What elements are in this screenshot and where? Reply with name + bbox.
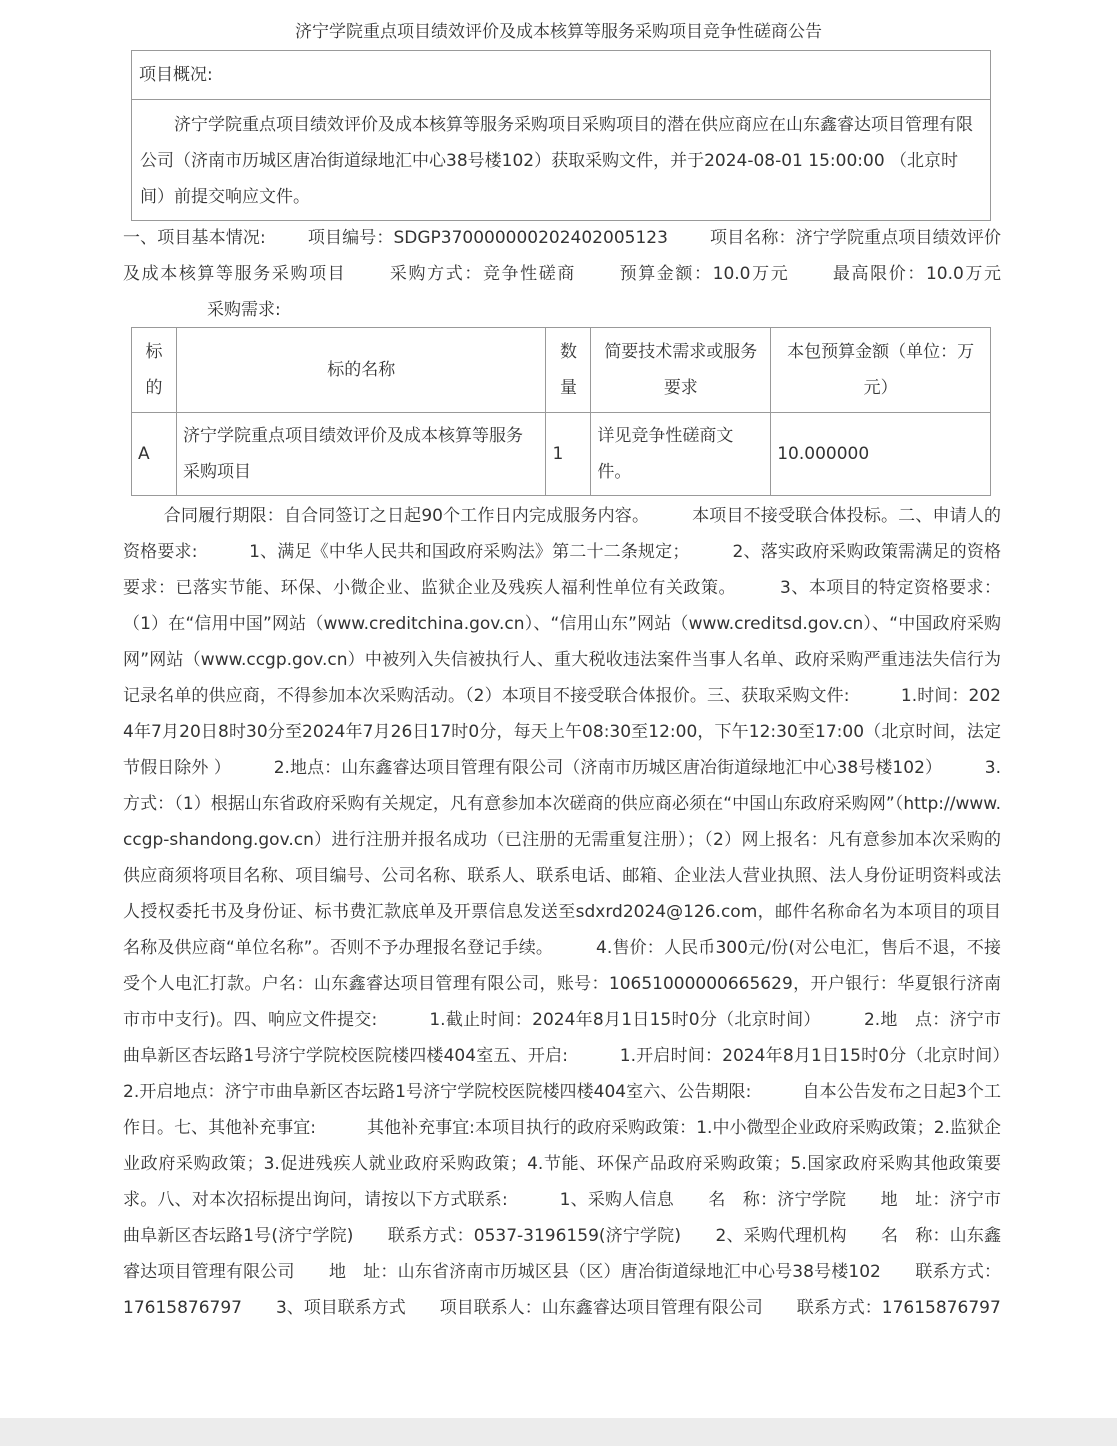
page-bottom-bar (0, 1418, 1117, 1446)
header-cell-budget: 本包预算金额（单位：万元） (771, 328, 991, 413)
cell-requirements: 详见竞争性磋商文件。 (591, 413, 771, 496)
procurement-method: 采购方式：竞争性磋商 (388, 264, 576, 284)
project-name: 项目名称：济宁学院重点项目绩效评价及成本核算等服务采购项目 (123, 228, 1001, 284)
header-cell-id: 标的 (132, 328, 177, 413)
budget-amount: 预算金额：10.0万元 (617, 264, 790, 284)
cell-budget: 10.000000 (771, 413, 991, 496)
header-cell-qty: 数量 (546, 328, 591, 413)
header-cell-name: 标的名称 (176, 328, 545, 413)
cell-name: 济宁学院重点项目绩效评价及成本核算等服务采购项目 (176, 413, 545, 496)
procurement-demand-label: 采购需求: (207, 300, 281, 320)
cell-id: A (132, 413, 177, 496)
procurement-demand-table (131, 327, 991, 496)
overview-heading: 项目概况: (132, 51, 990, 100)
project-overview-box (131, 50, 991, 221)
project-number: 项目编号：SDGP370000000202402005123 (307, 228, 668, 248)
cell-qty: 1 (546, 413, 591, 496)
basic-info-heading: 一、项目基本情况: (123, 228, 266, 248)
announcement-body-text: 合同履行期限：自合同签订之日起90个工作日内完成服务内容。 本项目不接受联合体投标。二、申请人的资格要求: 1、满足《中华人民共和国政府采购法》第二十二条规定； 2、落实政府采购政策需满足的资格要求：已落实节能、环保、小微企业、监狱企业及残疾人福利性单位有关政策。 3、本项目的特定资格要求：（1）在“信用中国”网站（www.creditchina.gov.cn）、“信用山东”网站（www.creditsd.gov.cn）、“中国政府采购网”网站（www.ccgp.gov.cn）中被列入失信被执行人、重大税收违法案件当事人名单、政府采购严重违法失信行为记录名单的供应商，不得参加本次采购活动。（2）本项目不接受联合体报价。三、获取采购文件: 1.时间：2024年7月20日8时30分至2024年7月26日17时0分，每天上午08:30至12:00，下午12:30至17:00（北京时间，法定节假日除外 ） 2.地点：山东鑫睿达项目管理有限公司（济南市历城区唐冶街道绿地汇中心38号楼102） 3.方式：（1）根据山东省政府采购有关规定，凡有意参加本次磋商的供应商必须在“中国山东政府采购网”（http://www.ccgp-shandong.gov.cn）进行注册并报名成功（已注册的无需重复注册）；（2）网上报名：凡有意参加本次采购的供应商须将项目名称、项目编号、公司名称、联系人、联系电话、邮箱、企业法人营业执照、法人身份证明资料或法人授权委托书及身份证、标书费汇款底单及开票信息发送至sdxrd2024@126.com，邮件名称命名为本项目的项目名称及供应商“单位名称”。否则不予办理报名登记手续。 4.售价：人民币300元/份(对公电汇，售后不退，不接受个人电汇打款。户名：山东鑫睿达项目管理有限公司，账号：10651000000665629，开户银行：华夏银行济南市市中支行)。四、响应文件提交: 1.截止时间：2024年8月1日15时0分（北京时间） 2.地 点：济宁市曲阜新区杏坛路1号济宁学院校医院楼四楼404室五、开启: 1.开启时间：2024年8月1日15时0分（北京时间） 2.开启地点：济宁市曲阜新区杏坛路1号济宁学院校医院楼四楼404室六、公告期限: 自本公告发布之日起3个工作日。七、其他补充事宜: 其他补充事宜:本项目执行的政府采购政策：1.中小微型企业政府采购政策；2.监狱企业政府采购政策；3.促进残疾人就业政府采购政策；4.节能、环保产品政府采购政策；5.国家政府采购其他政策要求。八、对本次招标提出询问，请按以下方式联系: 1、采购人信息 名 称：济宁学院 地 址：济宁市曲阜新区杏坛路1号(济宁学院) 联系方式：0537-3196159(济宁学院) 2、采购代理机构 名 称：山东鑫睿达项目管理有限公司 地 址：山东省济南市历城区县（区）唐冶街道绿地汇中心号38号楼102 联系方式：17615876797 3、项目联系方式 项目联系人：山东鑫睿达项目管理有限公司 联系方式：17615876797 (123, 506, 1052, 1318)
header-cell-requirements: 简要技术需求或服务要求 (591, 328, 771, 413)
table-header-row (132, 328, 991, 413)
basic-info-section (123, 220, 1001, 328)
table-row (132, 413, 991, 496)
page-title: 济宁学院重点项目绩效评价及成本核算等服务采购项目竞争性磋商公告 (295, 22, 822, 42)
max-price: 最高限价：10.0万元 (831, 264, 1002, 284)
overview-body: 济宁学院重点项目绩效评价及成本核算等服务采购项目采购项目的潜在供应商应在山东鑫睿达项目管理有限公司（济南市历城区唐冶街道绿地汇中心38号楼102）获取采购文件，并于2024-08-01 15:00:00 （北京时间）前提交响应文件。 (140, 115, 973, 207)
